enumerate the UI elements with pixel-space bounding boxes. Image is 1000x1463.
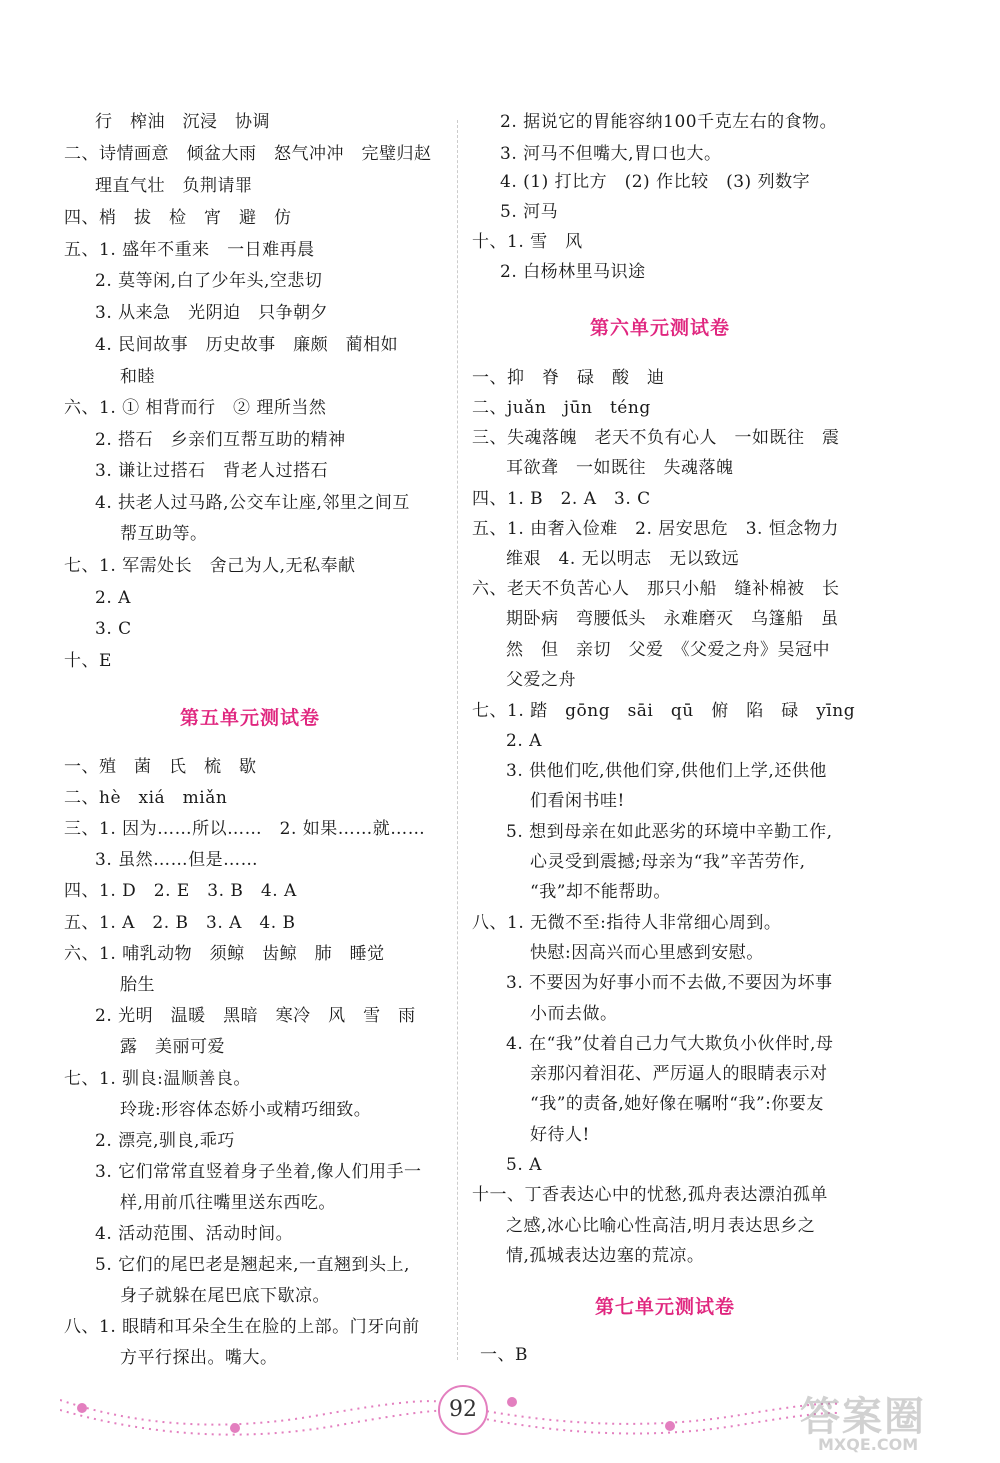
answer-line: 四、梢 拔 检 宵 避 仿 [64, 208, 292, 228]
answer-line: 好待人! [530, 1125, 590, 1145]
answer-line: 情,孤城表达边塞的荒凉。 [506, 1246, 705, 1266]
answer-line: 2. 白杨林里马识途 [500, 262, 646, 282]
answer-line: 五、1. 盛年不重来 一日难再晨 [64, 240, 315, 260]
answer-line: “我”却不能帮助。 [530, 882, 671, 902]
answer-line: 4. 活动范围、活动时间。 [95, 1224, 294, 1244]
answer-line: 二、诗情画意 倾盆大雨 怒气冲冲 完璧归赵 [64, 144, 432, 164]
answer-line: 十、E [64, 651, 112, 671]
answer-line: 2. 据说它的胃能容纳100千克左右的食物。 [500, 112, 838, 132]
answer-line: 3. 虽然……但是…… [95, 850, 259, 870]
answer-line: 六、1. ① 相背而行 ② 理所当然 [64, 398, 327, 418]
answer-line: 六、老天不负苦心人 那只小船 缝补棉被 长 [472, 579, 840, 599]
answer-line: 方平行探出。嘴大。 [120, 1348, 278, 1368]
answer-line: 3. 供他们吃,供他们穿,供他们上学,还供他 [506, 761, 827, 781]
answer-line: 期卧病 弯腰低头 永难磨灭 乌篷船 虽 [506, 609, 839, 629]
answer-line: 十一、丁香表达心中的忧愁,孤舟表达漂泊孤单 [472, 1185, 828, 1205]
answer-line: 身子就躲在尾巴底下歇凉。 [120, 1286, 330, 1306]
answer-line: 二、hè xiá miǎn [64, 788, 228, 808]
section-title-unit5: 第五单元测试卷 [180, 707, 321, 729]
watermark-text: 答案圈 [800, 1394, 926, 1440]
answer-line: 七、1. 军需处长 舍己为人,无私奉献 [64, 556, 356, 576]
answer-line: 2. 漂亮,驯良,乖巧 [95, 1131, 235, 1151]
answer-line: 3. 从来急 光阴迫 只争朝夕 [95, 303, 329, 323]
watermark-logo [800, 1385, 985, 1455]
answer-line: 五、1. 由奢入俭难 2. 居安思危 3. 恒念物力 [472, 519, 839, 539]
answer-line: 十、1. 雪 风 [472, 232, 583, 252]
answer-line: 亲那闪着泪花、严厉逼人的眼睛表示对 [530, 1064, 828, 1084]
answer-line: 耳欲聋 一如既往 失魂落魄 [506, 458, 734, 478]
section-title-unit7: 第七单元测试卷 [595, 1296, 736, 1318]
answer-line: 三、1. 因为……所以…… 2. 如果……就…… [64, 819, 426, 839]
answer-line: 4. 民间故事 历史故事 廉颇 蔺相如 [95, 335, 399, 355]
answer-line: 3. 不要因为好事小而不去做,不要因为坏事 [506, 973, 833, 993]
answer-line: “我”的责备,她好像在嘱咐“我”:你要友 [530, 1094, 824, 1114]
answer-line: 之感,冰心比喻心性高洁,明月表达思乡之 [506, 1216, 816, 1236]
answer-line: 父爱之舟 [506, 670, 576, 690]
answer-line: 3. 河马不但嘴大,胃口也大。 [500, 144, 722, 164]
answer-line: 然 但 亲切 父爱 《父爱之舟》吴冠中 [506, 640, 830, 660]
answer-line: 样,用前爪往嘴里送东西吃。 [120, 1193, 336, 1213]
answer-line: 三、失魂落魄 老天不负有心人 一如既往 震 [472, 428, 840, 448]
answer-line: 一、B [480, 1345, 528, 1365]
answer-line: 4. (1) 打比方 (2) 作比较 (3) 列数字 [500, 172, 811, 192]
answer-line: 5. A [506, 1155, 542, 1175]
watermark-url: MXQE.COM [818, 1435, 919, 1454]
answer-line: 理直气壮 负荆请罪 [95, 176, 253, 196]
section-title-unit6: 第六单元测试卷 [590, 317, 731, 339]
answer-line: 2. A [506, 731, 542, 751]
answer-line: 二、juǎn jūn téng [472, 398, 651, 418]
answer-line: 快慰:因高兴而心里感到安慰。 [530, 943, 764, 963]
answer-line: 们看闲书哇! [530, 791, 625, 811]
answer-line: 四、1. B 2. A 3. C [472, 489, 651, 509]
answer-line: 5. 它们的尾巴老是翘起来,一直翘到头上, [95, 1255, 410, 1275]
answer-line: 小而去做。 [530, 1004, 618, 1024]
answer-line: 3. 谦让过搭石 背老人过搭石 [95, 461, 329, 481]
answer-line: 玲珑:形容体态娇小或精巧细致。 [120, 1100, 372, 1120]
column-divider [457, 120, 458, 1360]
answer-line: 5. 河马 [500, 202, 559, 222]
answer-line: 四、1. D 2. E 3. B 4. A [64, 881, 297, 901]
answer-line: 2. 莫等闲,白了少年头,空悲切 [95, 271, 323, 291]
answer-line: 七、1. 驯良:温顺善良。 [64, 1069, 251, 1089]
answer-line: 露 美丽可爱 [120, 1037, 225, 1057]
answer-line: 和睦 [120, 367, 155, 387]
answer-line: 七、1. 踏 gōng sāi qū 俯 陷 碌 yīng [472, 701, 856, 721]
answer-line: 一、抑 脊 碌 酸 迪 [472, 368, 665, 388]
answer-line: 5. 想到母亲在如此恶劣的环境中辛勤工作, [506, 822, 833, 842]
answer-line: 4. 扶老人过马路,公交车让座,邻里之间互 [95, 493, 410, 513]
answer-line: 八、1. 眼睛和耳朵全生在脸的上部。门牙向前 [64, 1317, 420, 1337]
answer-line: 2. A [95, 588, 131, 608]
answer-line: 六、1. 哺乳动物 须鲸 齿鲸 肺 睡觉 [64, 944, 385, 964]
answer-line: 帮互助等。 [120, 524, 208, 544]
answer-line: 八、1. 无微不至:指待人非常细心周到。 [472, 913, 782, 933]
answer-line: 维艰 4. 无以明志 无以致远 [506, 549, 740, 569]
answer-line: 3. C [95, 619, 132, 639]
answer-line: 3. 它们常常直竖着身子坐着,像人们用手一 [95, 1162, 422, 1182]
answer-line: 2. 搭石 乡亲们互帮互助的精神 [95, 430, 346, 450]
page-number: 92 [438, 1385, 488, 1435]
answer-line: 心灵受到震撼;母亲为“我”辛苦劳作, [530, 852, 806, 872]
answer-line: 五、1. A 2. B 3. A 4. B [64, 913, 296, 933]
answer-line: 行 榨油 沉浸 协调 [95, 112, 270, 132]
answer-line: 4. 在“我”仗着自己力气大欺负小伙伴时,母 [506, 1034, 834, 1054]
answer-line: 2. 光明 温暖 黑暗 寒冷 风 雪 雨 [95, 1006, 416, 1026]
answer-line: 一、殖 菌 氏 梳 歇 [64, 757, 257, 777]
answer-line: 胎生 [120, 975, 155, 995]
